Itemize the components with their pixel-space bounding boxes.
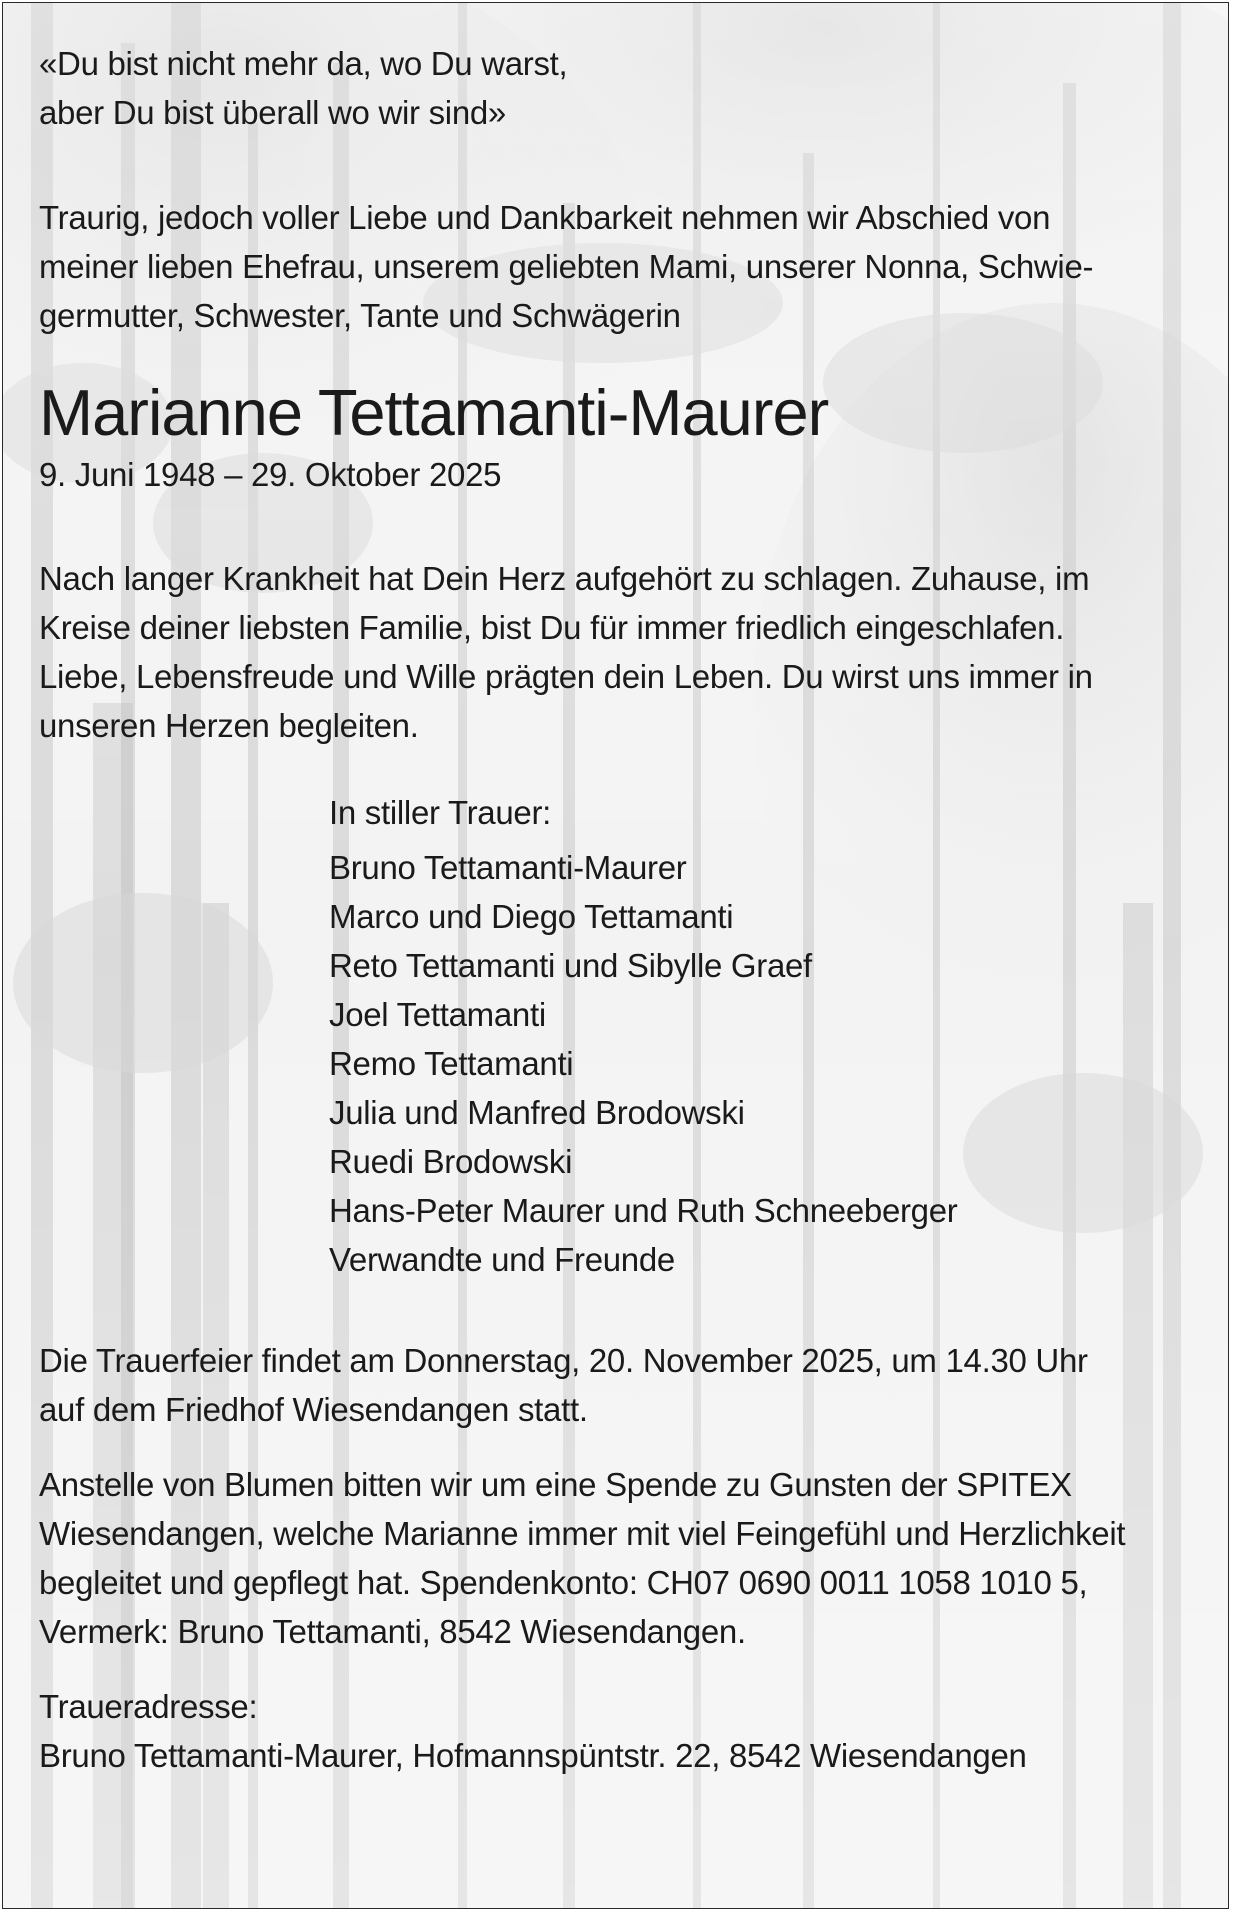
obituary-card <box>2 2 1229 1909</box>
story-line: Liebe, Lebensfreude und Wille prägten dein Leben. Du wirst uns immer in <box>39 658 1093 695</box>
story-line: unseren Herzen begleiten. <box>39 707 419 744</box>
intro-line: Traurig, jedoch voller Liebe und Dankbarkeit nehmen wir Abschied von <box>39 199 1051 236</box>
obituary-content <box>39 39 1199 1780</box>
mourners-label: In stiller Trauer: <box>329 794 552 831</box>
life-dates: 9. Juni 1948 – 29. Oktober 2025 <box>39 456 502 493</box>
story-paragraph <box>39 554 1199 750</box>
intro-line: germutter, Schwester, Tante und Schwägerin <box>39 297 681 334</box>
mourner-name: Marco und Diego Tettamanti <box>329 898 734 935</box>
mourning-address <box>39 1682 1199 1780</box>
quote-line: aber Du bist überall wo wir sind» <box>39 94 506 131</box>
funeral-service-paragraph <box>39 1336 1199 1434</box>
mourner-name: Verwandte und Freunde <box>329 1241 675 1278</box>
mourners-list <box>329 788 1199 1284</box>
address-label: Traueradresse: <box>39 1688 258 1725</box>
donation-line: Anstelle von Blumen bitten wir um eine Spende zu Gunsten der SPITEX <box>39 1466 1072 1503</box>
mourner-name: Hans-Peter Maurer und Ruth Schneeberger <box>329 1192 958 1229</box>
mourner-name: Ruedi Brodowski <box>329 1143 573 1180</box>
service-line: Die Trauerfeier findet am Donnerstag, 20. November 2025, um 14.30 Uhr <box>39 1342 1088 1379</box>
mourner-name: Julia und Manfred Brodowski <box>329 1094 745 1131</box>
deceased-name: Marianne Tettamanti-Maurer <box>39 376 829 449</box>
address-value: Bruno Tettamanti-Maurer, Hofmannspüntstr. 22, 8542 Wiesendangen <box>39 1737 1027 1774</box>
mourner-name: Reto Tettamanti und Sibylle Graef <box>329 947 812 984</box>
opening-quote <box>39 39 1199 137</box>
intro-line: meiner lieben Ehefrau, unserem geliebten Mami, unserer Nonna, Schwie- <box>39 248 1094 285</box>
mourner-name: Remo Tettamanti <box>329 1045 574 1082</box>
story-line: Kreise deiner liebsten Familie, bist Du für immer friedlich eingeschlafen. <box>39 609 1065 646</box>
donation-paragraph <box>39 1460 1199 1656</box>
donation-line: Wiesendangen, welche Marianne immer mit viel Feingefühl und Herzlichkeit <box>39 1515 1126 1552</box>
intro-paragraph <box>39 193 1199 340</box>
mourner-name: Joel Tettamanti <box>329 996 546 1033</box>
donation-line: Vermerk: Bruno Tettamanti, 8542 Wiesendangen. <box>39 1613 746 1650</box>
story-line: Nach langer Krankheit hat Dein Herz aufgehört zu schlagen. Zuhause, im <box>39 560 1090 597</box>
quote-line: «Du bist nicht mehr da, wo Du warst, <box>39 45 568 82</box>
service-line: auf dem Friedhof Wiesendangen statt. <box>39 1391 588 1428</box>
mourner-name: Bruno Tettamanti-Maurer <box>329 849 687 886</box>
donation-line: begleitet und gepflegt hat. Spendenkonto: CH07 0690 0011 1058 1010 5, <box>39 1564 1088 1601</box>
